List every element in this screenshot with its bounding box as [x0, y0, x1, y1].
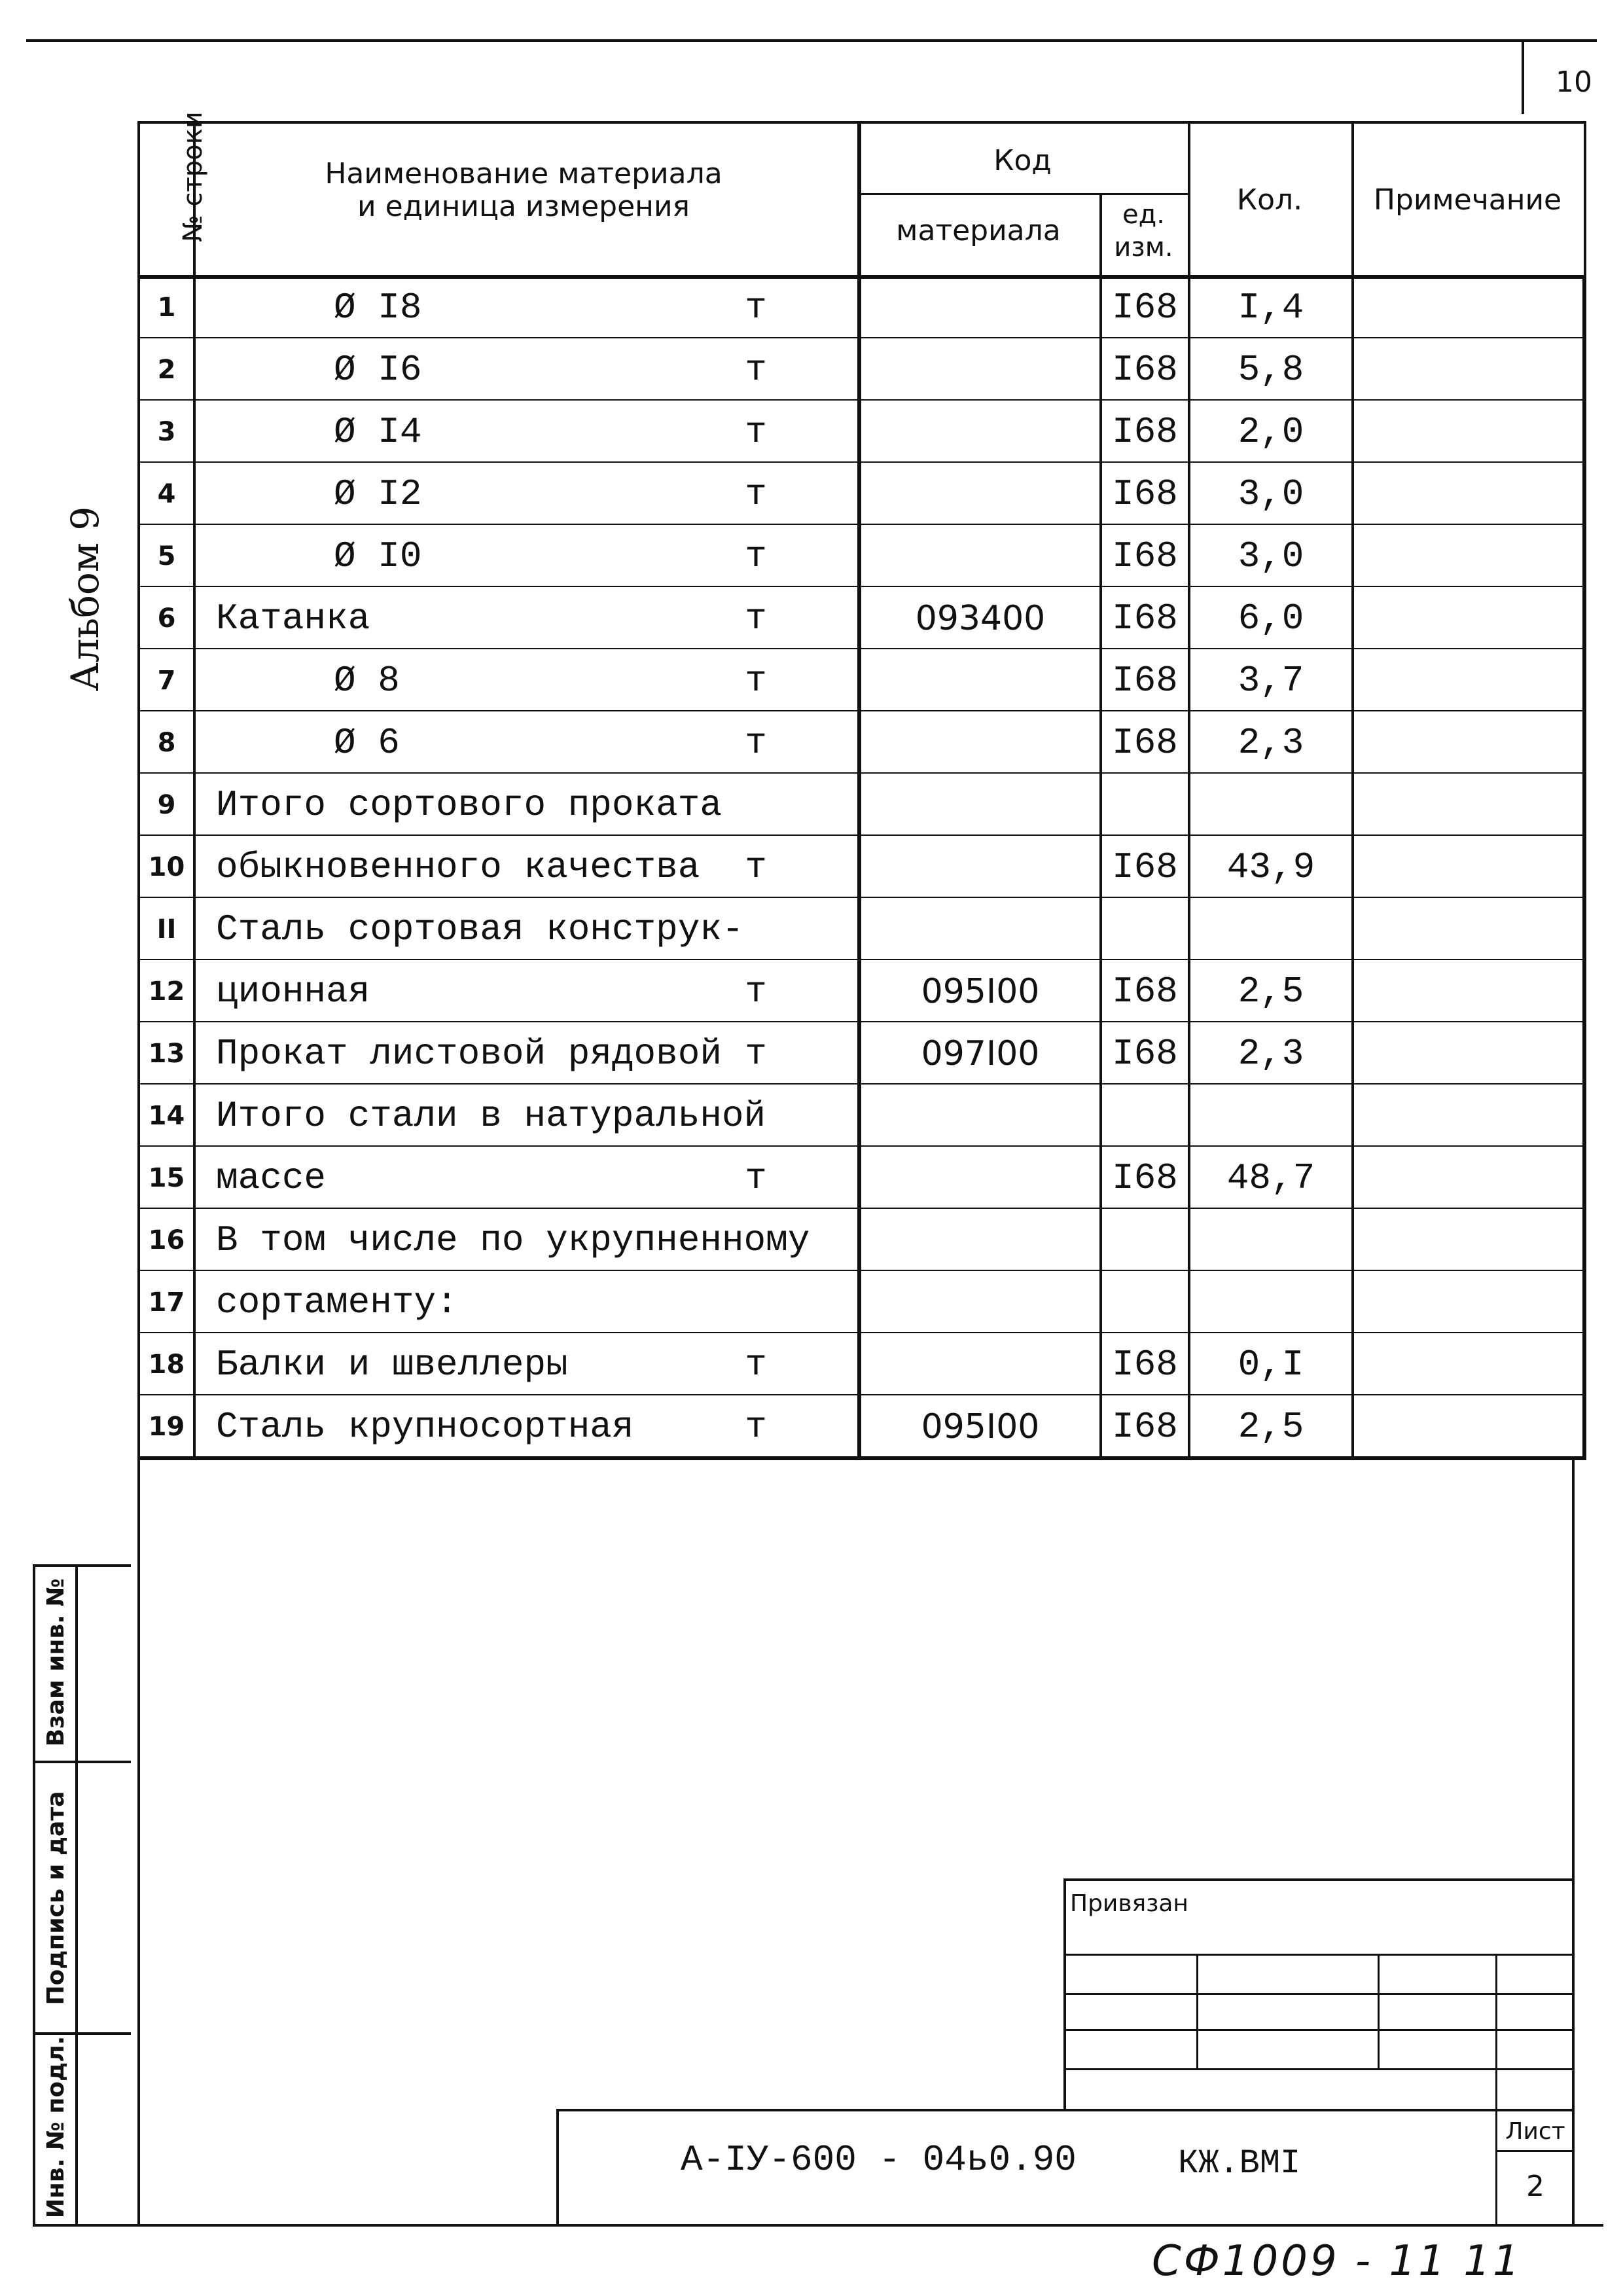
quantity: 3,7 — [1238, 659, 1304, 702]
unit-of-measure: т — [745, 473, 767, 515]
unit-code: I68 — [1112, 597, 1178, 639]
unit-code: I68 — [1112, 535, 1178, 577]
header-code-split — [857, 193, 1188, 195]
unit-of-measure: т — [745, 970, 767, 1013]
unit-of-measure — [720, 1087, 792, 1144]
row-separator — [137, 1145, 1584, 1147]
material-code — [861, 1087, 1099, 1144]
row-separator — [137, 1208, 1584, 1209]
row-number: 1 — [157, 292, 176, 323]
header-row-no: № строки — [178, 111, 208, 242]
material-code — [861, 1211, 1099, 1268]
row-separator — [137, 1394, 1584, 1395]
unit-of-measure: т — [745, 721, 767, 764]
tb-h3 — [1063, 2029, 1574, 2031]
row-separator — [137, 461, 1584, 463]
handwritten-code: СФ1009 - 11 11 — [1152, 2237, 1522, 2286]
tb-h1 — [1063, 1954, 1574, 1956]
material-code — [861, 341, 1099, 398]
row-number: 18 — [148, 1349, 185, 1380]
material-code: 097I00 — [921, 1033, 1040, 1073]
quantity: 2,5 — [1238, 1405, 1304, 1448]
unit-of-measure — [720, 776, 792, 833]
unit-code: I68 — [1112, 1032, 1178, 1075]
header-name-line1: Наименование материала — [325, 156, 722, 190]
row-separator — [137, 337, 1584, 338]
material-code — [861, 901, 1099, 958]
unit-of-measure: т — [745, 1157, 767, 1199]
material-name: В том числе по укрупненному — [216, 1219, 810, 1261]
unit-code — [1102, 776, 1188, 833]
unit-code: I68 — [1112, 721, 1178, 764]
header-code-unit-1: ед. — [1122, 199, 1165, 230]
material-code — [861, 652, 1099, 709]
material-name: Ø I0 — [334, 535, 422, 577]
material-code — [861, 714, 1099, 771]
col-line-no — [193, 121, 196, 1456]
header-name-line2: и единица измерения — [357, 189, 690, 223]
quantity: 2,3 — [1238, 721, 1304, 764]
tb-main-left — [556, 2109, 559, 2225]
row-number: 7 — [157, 665, 176, 696]
material-code — [861, 1336, 1099, 1393]
page-number: 10 — [1556, 65, 1592, 99]
row-separator — [137, 586, 1584, 587]
material-code: 095I00 — [921, 1407, 1040, 1446]
row-number: 17 — [148, 1287, 185, 1318]
quantity: 2,3 — [1238, 1032, 1304, 1075]
row-number: 16 — [148, 1225, 185, 1255]
material-name: Балки и швеллеры — [216, 1343, 568, 1386]
stamp-inv: Инв. № подл. — [42, 2036, 69, 2219]
material-name: Прокат листовой рядовой — [216, 1032, 722, 1075]
tb-main-top — [556, 2109, 1574, 2111]
row-number: 5 — [157, 541, 176, 571]
material-code: 093400 — [915, 598, 1046, 638]
row-number: 12 — [148, 976, 185, 1007]
stamp-left-edge — [33, 1564, 35, 2225]
unit-code: I68 — [1112, 473, 1178, 515]
unit-of-measure: т — [745, 1405, 767, 1448]
material-name: Сталь крупносортная — [216, 1405, 634, 1448]
unit-code — [1102, 1087, 1188, 1144]
material-name: массе — [216, 1157, 327, 1199]
unit-code: I68 — [1112, 410, 1178, 453]
material-code — [861, 279, 1099, 336]
quantity: 3,0 — [1238, 535, 1304, 577]
quantity — [1190, 1274, 1351, 1331]
row-number: 13 — [148, 1038, 185, 1069]
material-code — [861, 838, 1099, 895]
unit-of-measure: т — [745, 659, 767, 702]
material-name: ционная — [216, 970, 370, 1013]
material-name: Катанка — [216, 597, 370, 639]
unit-of-measure: т — [745, 1032, 767, 1075]
row-number: 2 — [157, 354, 176, 385]
row-number: 3 — [157, 416, 176, 447]
header-note: Примечание — [1373, 183, 1562, 217]
material-name: Ø I8 — [334, 286, 422, 329]
material-name: Ø I2 — [334, 473, 422, 515]
tb-v2 — [1378, 1954, 1380, 2068]
row-number: 8 — [157, 727, 176, 758]
unit-code: I68 — [1112, 970, 1178, 1013]
quantity: 6,0 — [1238, 597, 1304, 639]
tb-sheet-label: Лист — [1505, 2117, 1565, 2145]
material-code — [861, 1149, 1099, 1206]
material-name: Сталь сортовая конструк- — [216, 908, 744, 950]
row-separator — [137, 1021, 1584, 1022]
unit-of-measure: т — [745, 846, 767, 888]
row-separator — [137, 834, 1584, 836]
material-code — [861, 776, 1099, 833]
material-code: 095I00 — [921, 971, 1040, 1011]
row-number: 6 — [157, 603, 176, 634]
page-number-box-left — [1522, 41, 1524, 114]
unit-of-measure: т — [745, 348, 767, 391]
tb-mark: КЖ.ВМI — [1178, 2144, 1301, 2183]
material-name: Итого стали в натуральной — [216, 1094, 766, 1137]
unit-of-measure — [720, 1211, 792, 1268]
row-number: 15 — [148, 1162, 185, 1193]
material-code — [861, 465, 1099, 522]
row-separator — [137, 1083, 1584, 1085]
unit-of-measure — [720, 1274, 792, 1331]
row-separator — [137, 959, 1584, 960]
body-right-thick — [1582, 275, 1586, 1456]
header-code-material: материала — [896, 214, 1061, 247]
quantity: 43,9 — [1226, 846, 1315, 888]
header-code-unit-2: изм. — [1114, 232, 1173, 262]
row-number: 14 — [148, 1100, 185, 1131]
stamp-mid-edge — [75, 1564, 78, 2225]
tb-doc-code: А-IУ-600 - 04ь0.90 — [681, 2139, 1077, 2181]
unit-of-measure: т — [745, 597, 767, 639]
tb-top — [1063, 1878, 1574, 1881]
tb-h2 — [1063, 1993, 1574, 1995]
material-name: Ø 6 — [334, 721, 400, 764]
quantity: I,4 — [1238, 286, 1304, 329]
material-name: Ø I6 — [334, 348, 422, 391]
table-bottom-border — [137, 1456, 1586, 1460]
row-separator — [137, 710, 1584, 711]
quantity — [1190, 1211, 1351, 1268]
tb-privyazan: Привязан — [1070, 1890, 1188, 1917]
material-name: Ø I4 — [334, 410, 422, 453]
row-separator — [137, 897, 1584, 898]
header-code: Код — [993, 143, 1052, 177]
quantity — [1190, 776, 1351, 833]
top-rule — [26, 39, 1597, 42]
header-qty: Кол. — [1236, 183, 1303, 217]
quantity: 0,I — [1238, 1343, 1304, 1386]
tb-sheet-div — [1495, 2150, 1574, 2152]
unit-of-measure: т — [745, 1343, 767, 1386]
stamp-podpis: Подпись и дата — [42, 1791, 69, 2005]
row-number: 4 — [157, 478, 176, 509]
frame-left-line — [137, 1456, 140, 2225]
album-label: Альбом 9 — [63, 506, 107, 692]
row-number: 19 — [148, 1411, 185, 1442]
unit-code: I68 — [1112, 1157, 1178, 1199]
unit-code: I68 — [1112, 659, 1178, 702]
quantity: 3,0 — [1238, 473, 1304, 515]
unit-code — [1102, 1274, 1188, 1331]
tb-h4 — [1063, 2068, 1574, 2070]
material-name: Итого сортового проката — [216, 783, 722, 826]
unit-code: I68 — [1112, 348, 1178, 391]
quantity: 2,5 — [1238, 970, 1304, 1013]
material-code — [861, 1274, 1099, 1331]
stamp-vzam: Взам инв. № — [42, 1578, 69, 1747]
row-number: 9 — [157, 789, 176, 820]
unit-code — [1102, 1211, 1188, 1268]
unit-of-measure: т — [745, 286, 767, 329]
unit-of-measure: т — [745, 535, 767, 577]
tb-v1 — [1196, 1954, 1198, 2068]
bottom-rule — [33, 2224, 1603, 2227]
unit-code: I68 — [1112, 1405, 1178, 1448]
material-name: Ø 8 — [334, 659, 400, 702]
row-separator — [137, 648, 1584, 649]
unit-code: I68 — [1112, 846, 1178, 888]
quantity — [1190, 901, 1351, 958]
row-separator — [137, 1332, 1584, 1333]
unit-code — [1102, 901, 1188, 958]
material-code — [861, 528, 1099, 584]
material-name: сортаменту: — [216, 1281, 458, 1323]
tb-sheet-no: 2 — [1526, 2169, 1544, 2203]
quantity: 5,8 — [1238, 348, 1304, 391]
stamp-div-1 — [33, 1761, 131, 1763]
row-separator — [137, 1270, 1584, 1271]
material-code — [861, 403, 1099, 460]
unit-code: I68 — [1112, 286, 1178, 329]
row-number: II — [156, 914, 177, 944]
unit-code: I68 — [1112, 1343, 1178, 1386]
row-separator — [137, 399, 1584, 401]
quantity: 2,0 — [1238, 410, 1304, 453]
row-number: 10 — [148, 852, 185, 882]
unit-of-measure: т — [745, 410, 767, 453]
unit-of-measure — [720, 901, 792, 958]
quantity: 48,7 — [1226, 1157, 1315, 1199]
material-name: обыкновенного качества — [216, 846, 700, 888]
col-line-note — [1351, 121, 1354, 1456]
row-separator — [137, 772, 1584, 774]
frame-right-line — [1572, 1456, 1575, 1878]
quantity — [1190, 1087, 1351, 1144]
row-separator — [137, 524, 1584, 525]
